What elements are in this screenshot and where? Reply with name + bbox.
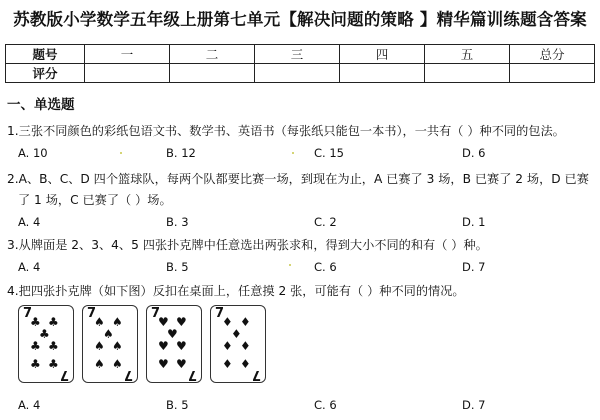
- question-2-options: [18, 215, 578, 231]
- playing-cards-figure: [18, 305, 278, 383]
- spades-icon: ♠: [112, 357, 123, 371]
- question-3-text: 3.从牌面是 2、3、4、5 四张扑克牌中任意选出两张求和，得到大小不同的和有（ ）种。: [7, 238, 488, 252]
- clubs-icon: ♣: [39, 327, 50, 341]
- option-d: D. 7: [462, 398, 486, 412]
- score-table-cell: 一: [85, 45, 170, 64]
- score-table-cell: 总分: [510, 45, 595, 64]
- question-2-text: 2.A、B、C、D 四个篮球队，每两个队都要比赛一场，到现在为止，A 已赛了 3 场，B 已赛了 2 场，D 已赛: [7, 172, 589, 186]
- score-input-cell: [170, 64, 255, 83]
- playing-card: [18, 305, 74, 383]
- score-table-cell: 题号: [6, 45, 85, 64]
- card-rank: 7: [23, 306, 33, 321]
- hearts-icon: ♥: [176, 315, 187, 329]
- card-rank: 7: [251, 367, 261, 382]
- score-input-cell: [340, 64, 425, 83]
- diamonds-icon: ♦: [222, 357, 233, 371]
- clubs-icon: ♣: [30, 339, 41, 353]
- option-a: A. 4: [18, 398, 41, 412]
- score-table-cell: 三: [255, 45, 340, 64]
- scan-speck: [120, 152, 122, 154]
- clubs-icon: ♣: [48, 339, 59, 353]
- option-a: A. 4: [18, 260, 41, 274]
- score-input-cell: [510, 64, 595, 83]
- clubs-icon: ♣: [48, 315, 59, 329]
- score-input-cell: [255, 64, 340, 83]
- option-c: C. 15: [314, 146, 344, 160]
- score-table-cell: 二: [170, 45, 255, 64]
- clubs-icon: ♣: [30, 357, 41, 371]
- clubs-icon: ♣: [30, 315, 41, 329]
- diamonds-icon: ♦: [222, 339, 233, 353]
- playing-card: [146, 305, 202, 383]
- score-table-cell: 四: [340, 45, 425, 64]
- spades-icon: ♠: [94, 315, 105, 329]
- document-title: 苏教版小学数学五年级上册第七单元【解决问题的策略 】精华篇训练题含答案: [13, 10, 587, 29]
- card-rank: 7: [215, 306, 225, 321]
- score-table-score-row: [6, 64, 595, 83]
- diamonds-icon: ♦: [231, 327, 242, 341]
- question-3-options: [18, 260, 578, 276]
- diamonds-icon: ♦: [240, 357, 251, 371]
- card-rank: 7: [59, 367, 69, 382]
- diamonds-icon: ♦: [240, 339, 251, 353]
- score-table-cell: 五: [425, 45, 510, 64]
- scan-speck: [289, 264, 291, 266]
- option-d: D. 7: [462, 260, 486, 274]
- hearts-icon: ♥: [158, 315, 169, 329]
- spades-icon: ♠: [94, 357, 105, 371]
- question-4-text: 4.把四张扑克牌（如下图）反扣在桌面上，任意摸 2 张，可能有（ ）种不同的情况。: [7, 284, 465, 298]
- section-heading: 一、单选题: [7, 97, 75, 113]
- playing-card: [210, 305, 266, 383]
- card-rank: 7: [187, 367, 197, 382]
- option-b: B. 5: [166, 398, 189, 412]
- score-table-cell: 评分: [6, 64, 85, 83]
- hearts-icon: ♥: [167, 327, 178, 341]
- card-rank: 7: [151, 306, 161, 321]
- option-b: B. 5: [166, 260, 189, 274]
- hearts-icon: ♥: [176, 339, 187, 353]
- hearts-icon: ♥: [176, 357, 187, 371]
- hearts-icon: ♥: [158, 339, 169, 353]
- card-rank: 7: [123, 367, 133, 382]
- spades-icon: ♠: [94, 339, 105, 353]
- question-2-text-cont: 了 1 场，C 已赛了（ ）场。: [18, 193, 172, 207]
- option-a: A. 10: [18, 146, 48, 160]
- clubs-icon: ♣: [48, 357, 59, 371]
- option-a: A. 4: [18, 215, 41, 229]
- score-input-cell: [425, 64, 510, 83]
- option-b: B. 12: [166, 146, 196, 160]
- option-c: C. 2: [314, 215, 337, 229]
- option-c: C. 6: [314, 260, 337, 274]
- scan-speck: [292, 152, 294, 154]
- spades-icon: ♠: [112, 315, 123, 329]
- option-d: D. 6: [462, 146, 486, 160]
- diamonds-icon: ♦: [240, 315, 251, 329]
- score-input-cell: [85, 64, 170, 83]
- option-b: B. 3: [166, 215, 189, 229]
- question-1-options: [18, 146, 578, 162]
- score-table: [5, 44, 595, 83]
- option-d: D. 1: [462, 215, 486, 229]
- question-4-options: [18, 398, 578, 414]
- question-1-text: 1.三张不同颜色的彩纸包语文书、数学书、英语书（每张纸只能包一本书），一共有（ ）种不同的包法。: [7, 124, 565, 138]
- spades-icon: ♠: [112, 339, 123, 353]
- playing-card: [82, 305, 138, 383]
- card-rank: 7: [87, 306, 97, 321]
- option-c: C. 6: [314, 398, 337, 412]
- score-table-header-row: [6, 45, 595, 64]
- spades-icon: ♠: [103, 327, 114, 341]
- hearts-icon: ♥: [158, 357, 169, 371]
- diamonds-icon: ♦: [222, 315, 233, 329]
